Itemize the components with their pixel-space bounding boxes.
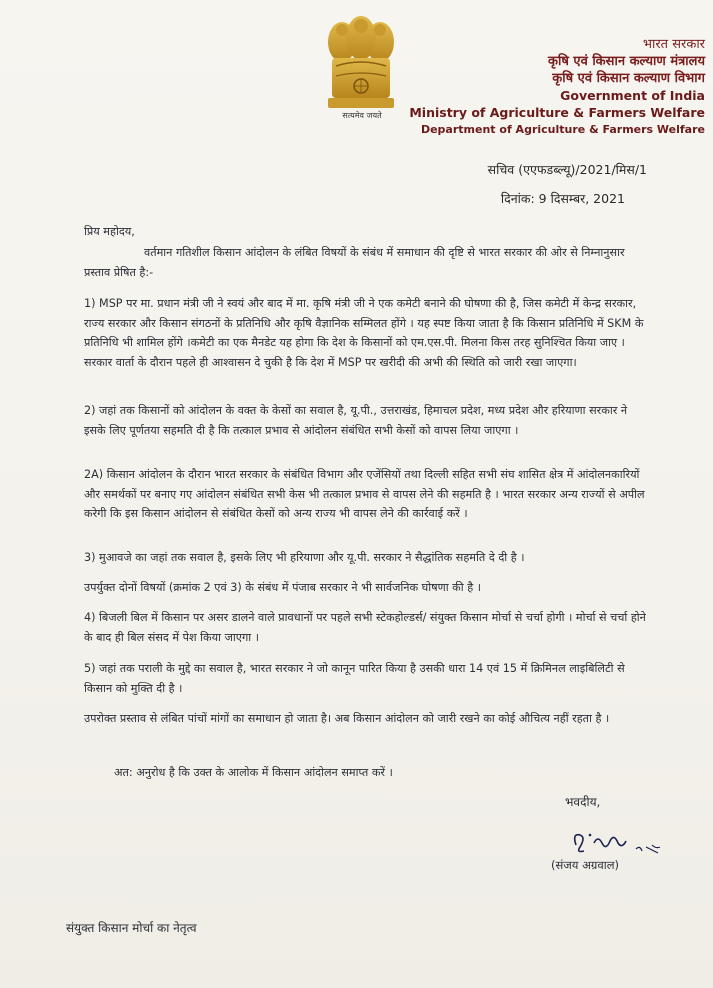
letterhead-ministry-hi: कृषि एवं किसान कल्याण मंत्रालय	[547, 54, 705, 69]
letter-date: दिनांक: 9 दिसम्बर, 2021	[500, 191, 625, 206]
signature-icon	[562, 823, 672, 863]
paragraph-3: 3) मुआवजे का जहां तक सवाल है, इसके लिए भी हरियाणा और यू.पी. सरकार ने सैद्धांतिक सहमति दे दी है ।	[84, 551, 525, 564]
paragraph-3b: उपर्युक्त दोनों विषयों (क्रमांक 2 एवं 3) के संबंध में पंजाब सरकार ने भी सार्वजनिक घोषणा की है ।	[84, 581, 481, 594]
letterhead-department-en: Department of Agriculture & Farmers Welfare	[420, 123, 705, 136]
paragraph-intro: वर्तमान गतिशील किसान आंदोलन के लंबित विषयों के संबंध में समाधान की दृष्टि से भारत सरकार की ओर से निम्नानुसार प्रस्ताव प्रेषित है:-	[84, 246, 625, 279]
letterhead-government-en: Government of India	[560, 88, 705, 103]
letterhead-ministry-en: Ministry of Agriculture & Farmers Welfare	[409, 105, 705, 120]
paragraph-5: 5) जहां तक पराली के मुद्दे का सवाल है, भारत सरकार ने जो कानून पारित किया है उसकी धारा 14 एवं 15 में क्रिमिनल लाइबिलिटी से किसान को मुक्ति दी है ।	[84, 662, 625, 695]
paragraph-6: उपरोक्त प्रस्ताव से लंबित पांचों मांगों का समाधान हो जाता है। अब किसान आंदोलन को जारी रखने का कोई औचित्य नहीं रहता है ।	[84, 712, 610, 725]
letterhead-department-hi: कृषि एवं किसान कल्याण विभाग	[552, 71, 705, 86]
reference-number: सचिव (एएफडब्ल्यू)/2021/मिस/1	[487, 162, 647, 177]
salutation: प्रिय महोदय,	[84, 225, 135, 238]
emblem-motto: सत्यमेव जयते	[342, 111, 382, 120]
paragraph-2a: 2A) किसान आंदोलन के दौरान भारत सरकार के संबंधित विभाग और एजेंसियों तथा दिल्ली सहित सभी संघ शासित क्षेत्र में आंदोलनकारियों और समर्थकों पर बनाए गए आंदोलन संबंधित सभी केस भी तत्काल प्रभाव से वापस लेने की सहमति है । भारत सरकार अन्य राज्यों से अपील करेगी कि इस किसान आंदोलन से संबंधित केसों को अन्य राज्य भी वापस लेने की कार्रवाई करें ।	[84, 468, 645, 520]
paragraph-7: अत: अनुरोध है कि उक्त के आलोक में किसान आंदोलन समाप्त करें ।	[114, 766, 393, 779]
paragraph-2: 2) जहां तक किसानों को आंदोलन के वक्त के केसों का सवाल है, यू.पी., उत्तराखंड, हिमाचल प्रदेश, मध्य प्रदेश और हरियाणा सरकार ने इसके लिए पूर्णतया सहमति दी है कि तत्काल प्रभाव से आंदोलन संबंधित सभी केसों को वापस लिया जाएगा ।	[84, 404, 628, 437]
paragraph-4: 4) बिजली बिल में किसान पर असर डालने वाले प्रावधानों पर पहले सभी स्टेकहोल्डर्स/ संयुक्त किसान मोर्चा से चर्चा होगी । मोर्चा से चर्चा होने के बाद ही बिल संसद में पेश किया जाएगा ।	[84, 611, 646, 644]
closing: भवदीय,	[565, 795, 601, 809]
addressee: संयुक्त किसान मोर्चा का नेतृत्व	[66, 921, 197, 935]
letterhead	[405, 36, 705, 138]
letterhead-government-hi: भारत सरकार	[642, 37, 705, 52]
paragraph-1: 1) MSP पर मा. प्रधान मंत्री जी ने स्वयं और बाद में मा. कृषि मंत्री जी ने एक कमेटी बनाने की घोषणा की है, जिस कमेटी में केन्द्र सरकार, राज्य सरकार और किसान संगठनों के प्रतिनिधि और कृषि वैज्ञानिक सम्मिलत होंगे । यह स्पष्ट किया जाता है कि किसान प्रतिनिधि में SKM के प्रतिनिधि भी शामिल होंगे ।कमेटी का एक मैनडेट यह होगा कि देश के किसानों को एम.एस.पी. मिलना किस तरह सुनिश्चित किया जाए । सरकार वार्ता के दौरान पहले ही आश्वासन दे चुकी है कि देश में MSP पर खरीदी की अभी की स्थिति को जारी रखा जाएगा।	[84, 297, 644, 369]
signer-name: (संजय अग्रवाल)	[551, 858, 620, 872]
